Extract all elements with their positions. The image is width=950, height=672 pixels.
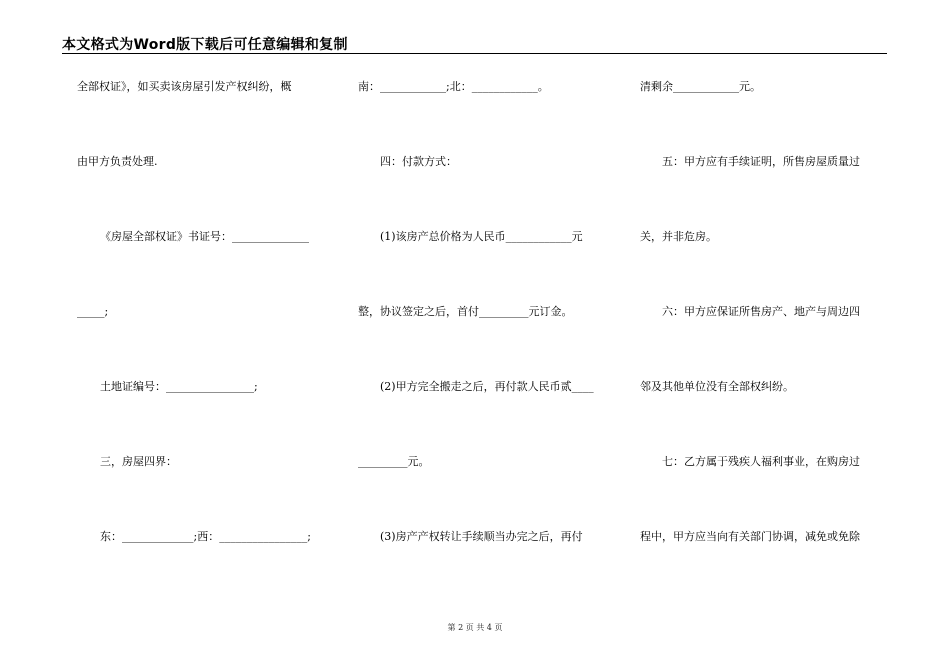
col2-line-1: 南：____________;北：____________。 xyxy=(358,80,549,93)
col3-line-6: 七：乙方属于残疾人福利事业，在购房过 xyxy=(662,455,860,468)
document-header-title: 本文格式为Word版下载后可任意编辑和复制 xyxy=(62,37,348,53)
col2-line-4: 整，协议签定之后，首付_________元订金。 xyxy=(358,305,573,318)
col1-line-3: 《房屋全部权证》书证号：______________ xyxy=(100,230,309,243)
col2-line-5: (2)甲方完全搬走之后，再付款人民币贰____ xyxy=(380,380,594,393)
col1-line-4: _____; xyxy=(77,305,109,318)
col3-line-2: 五：甲方应有手续证明，所售房屋质量过 xyxy=(662,155,860,168)
page-number: 第 2 页 共 4 页 xyxy=(447,623,503,632)
col3-line-5: 邻及其他单位没有全部权纠纷。 xyxy=(640,380,794,393)
col1-line-1: 全部权证》，如买卖该房屋引发产权纠纷，概 xyxy=(77,80,292,93)
col2-line-6: _________元。 xyxy=(358,455,430,468)
col3-line-4: 六：甲方应保证所售房产、地产与周边四 xyxy=(662,305,860,318)
col2-line-2: 四：付款方式： xyxy=(380,155,457,168)
col3-line-3: 关，并非危房。 xyxy=(640,230,717,243)
col3-line-7: 程中，甲方应当向有关部门协调，减免或免除 xyxy=(640,530,860,543)
header-divider xyxy=(62,53,887,54)
col3-line-1: 清剩余____________元。 xyxy=(640,80,761,93)
col2-line-7: (3)房产产权转让手续顺当办完之后，再付 xyxy=(380,530,583,543)
col1-line-6: 三，房屋四界： xyxy=(100,455,177,468)
col1-line-7: 东：_____________;西：________________; xyxy=(100,530,311,543)
col1-line-5: 土地证编号：________________; xyxy=(100,380,258,393)
col2-line-3: (1)该房产总价格为人民币____________元 xyxy=(380,230,583,243)
col1-line-2: 由甲方负责处理. xyxy=(77,155,158,168)
